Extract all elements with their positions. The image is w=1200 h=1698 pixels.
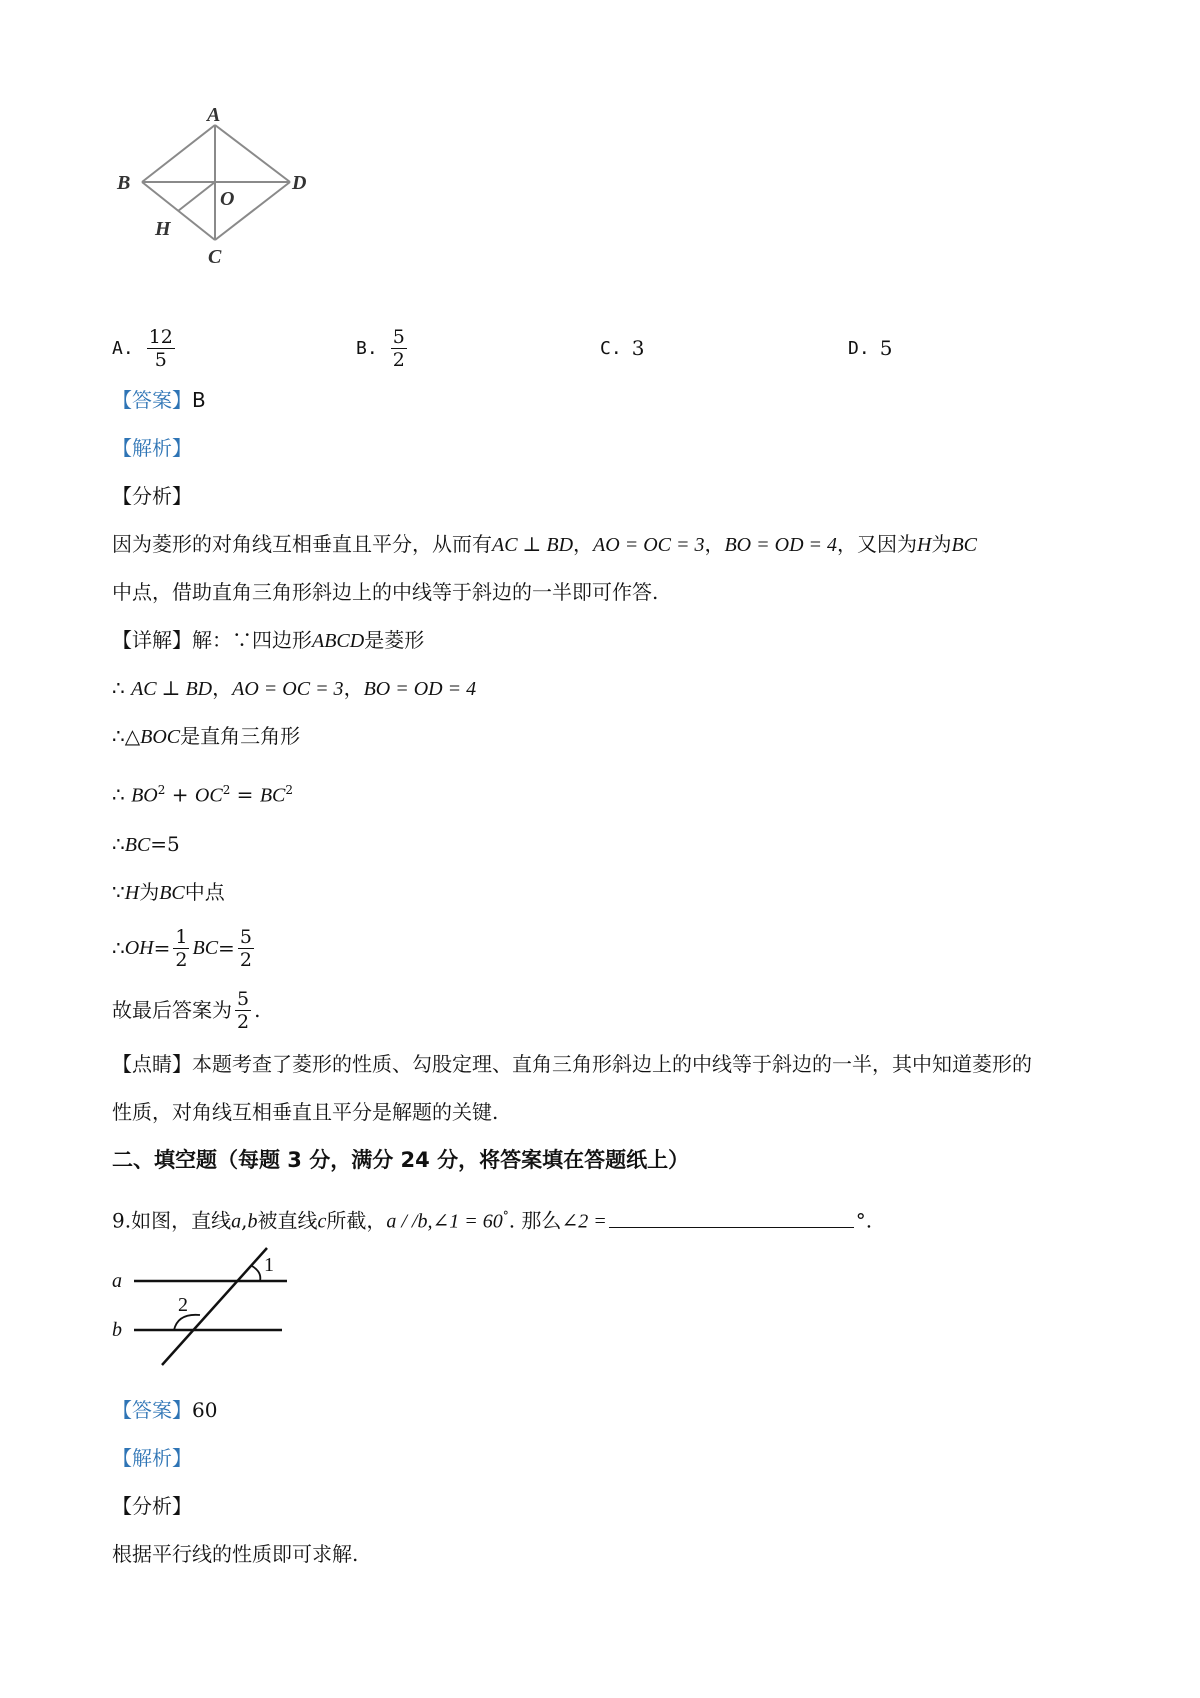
segment-oh bbox=[178, 182, 215, 211]
parallel-lines-figure bbox=[112, 1245, 292, 1370]
label-a: A bbox=[207, 105, 221, 126]
q8-step5: ∵H为BC中点 bbox=[112, 880, 225, 904]
q8-answer: 【答案】B bbox=[112, 388, 206, 412]
option-b: B. $\frac{5}{2}$ bbox=[356, 325, 405, 371]
q8-fenxi-line1: 因为菱形的对角线互相垂直且平分，从而有AC ⊥ BD，AO = OC = 3，BO = OD = 4，又因为H为BC bbox=[112, 532, 978, 556]
q8-final: 故最后答案为 $\frac{5}{2}$ . bbox=[112, 987, 261, 1033]
angle-1-arc bbox=[252, 1266, 260, 1281]
rhombus-figure bbox=[112, 105, 332, 270]
label-angle-1: 1 bbox=[264, 1254, 274, 1276]
q9-analysis-tag: 【解析】 bbox=[112, 1446, 192, 1470]
q8-comment-line1: 【点睛】本题考查了菱形的性质、勾股定理、直角三角形斜边上的中线等于斜边的一半，其中知道菱形的 bbox=[112, 1052, 1032, 1076]
q8-step1: ∴ AC ⊥ BD，AO = OC = 3，BO = OD = 4 bbox=[112, 676, 477, 700]
label-line-b: b bbox=[112, 1319, 122, 1341]
label-h: H bbox=[155, 218, 171, 240]
q8-fenxi-line2: 中点，借助直角三角形斜边上的中线等于斜边的一半即可作答. bbox=[112, 580, 659, 604]
q9-fenxi-text: 根据平行线的性质即可求解. bbox=[112, 1542, 359, 1566]
label-o: O bbox=[220, 188, 235, 210]
side-ab bbox=[142, 125, 215, 182]
q8-step4: ∴BC=5 bbox=[112, 832, 180, 856]
label-b: B bbox=[117, 172, 131, 194]
q8-step6: ∴ OH = $\frac{1}{2}$ BC = $\frac{5}{2}$ bbox=[112, 925, 252, 971]
side-ad bbox=[215, 125, 290, 182]
q8-step2: ∴△BOC是直角三角形 bbox=[112, 724, 301, 748]
label-c: C bbox=[208, 246, 222, 268]
section2-title: 二、填空题（每题 3 分，满分 24 分，将答案填在答题纸上） bbox=[112, 1148, 690, 1172]
option-d: D. 5 bbox=[848, 336, 893, 360]
option-a: A. $\frac{12}{5}$ bbox=[112, 325, 173, 371]
label-d: D bbox=[292, 172, 307, 194]
q8-detail: 【详解】解：∵四边形ABCD是菱形 bbox=[112, 628, 425, 652]
label-line-a: a bbox=[112, 1270, 122, 1292]
q8-analysis-tag: 【解析】 bbox=[112, 436, 192, 460]
q9-answer: 【答案】60 bbox=[112, 1398, 218, 1422]
q8-fenxi-tag: 【分析】 bbox=[112, 484, 192, 508]
answer-blank[interactable] bbox=[609, 1209, 854, 1228]
option-c: C. 3 bbox=[600, 336, 645, 360]
q8-step3: ∴ $BO^2 + OC^2 = BC^2$ bbox=[112, 782, 294, 807]
label-angle-2: 2 bbox=[178, 1294, 188, 1316]
q9-stem: 9.如图，直线a,b被直线c所截，a / /b,∠1 = 60°. 那么∠2 = °. bbox=[112, 1208, 873, 1233]
q8-comment-line2: 性质，对角线互相垂直且平分是解题的关键. bbox=[112, 1100, 499, 1124]
q9-fenxi-tag: 【分析】 bbox=[112, 1494, 192, 1518]
